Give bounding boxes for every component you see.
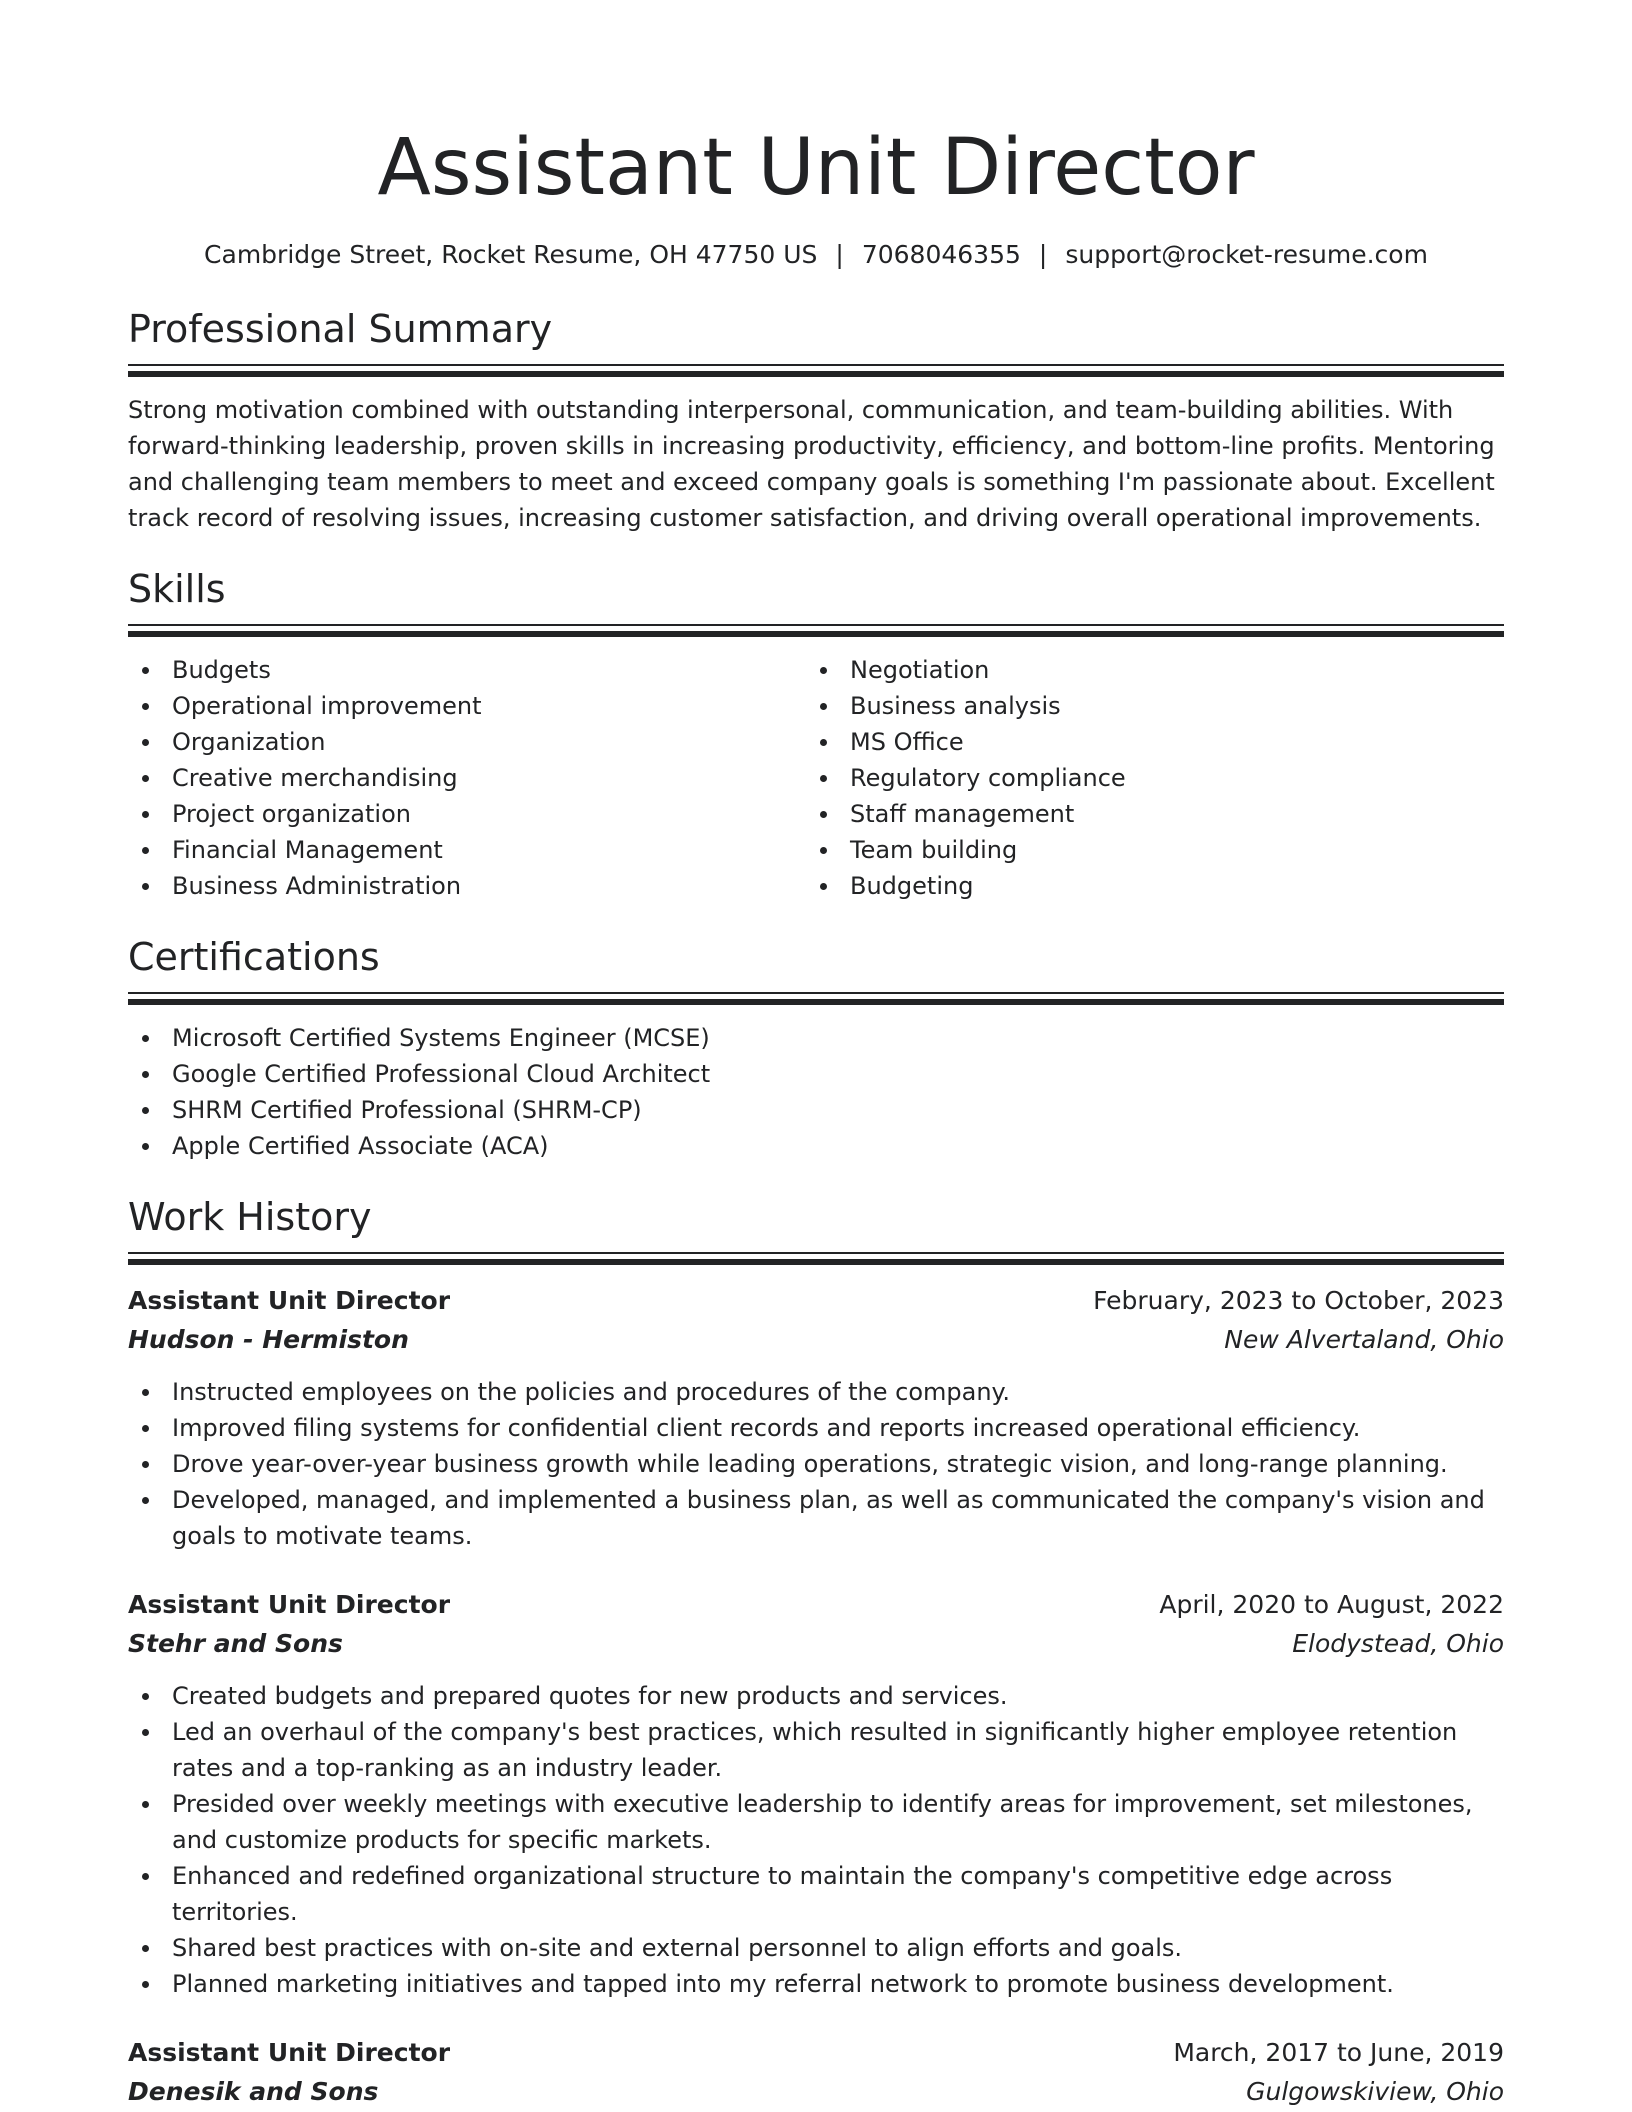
job-title: Assistant Unit Director (128, 1590, 451, 1619)
skill-item: Business Administration (128, 868, 806, 904)
contact-separator: | (835, 240, 844, 269)
job-bullets (128, 1374, 1504, 1554)
skill-item: Business analysis (806, 688, 1484, 724)
job-bullet: Developed, managed, and implemented a business plan, as well as communicated the company's vision and goals to motivate teams. (128, 1482, 1504, 1554)
skill-item: Negotiation (806, 652, 1484, 688)
section-heading-work-history: Work History (128, 1195, 372, 1239)
work-history-section (128, 1192, 1504, 2112)
section-heading-skills: Skills (128, 567, 226, 611)
skill-item: MS Office (806, 724, 1484, 760)
job-location: New Alvertaland, Ohio (1224, 1325, 1504, 1354)
job-bullet: Instructed employees on the policies and procedures of the company. (128, 1374, 1504, 1410)
job-dates: March, 2017 to June, 2019 (1173, 2038, 1504, 2067)
job-bullet: Improved filing systems for confidential client records and reports increased operational efficiency. (128, 1410, 1504, 1446)
skill-item: Organization (128, 724, 806, 760)
certifications-list (128, 1020, 1504, 1164)
certification-item: SHRM Certified Professional (SHRM-CP) (128, 1092, 1504, 1128)
section-divider (128, 992, 1504, 1004)
skills-grid (128, 652, 1504, 904)
section-divider (128, 1252, 1504, 1264)
job-entry (128, 1586, 1504, 2002)
job-company: Hudson - Hermiston (128, 1325, 409, 1354)
contact-address: Cambridge Street, Rocket Resume, OH 47750 US (204, 240, 818, 269)
skill-item: Project organization (128, 796, 806, 832)
skills-column-left (128, 652, 806, 904)
job-bullets (128, 1678, 1504, 2002)
skills-section (128, 564, 1504, 904)
job-title: Assistant Unit Director (128, 1286, 451, 1315)
skill-item: Financial Management (128, 832, 806, 868)
contact-email: support@rocket-resume.com (1065, 240, 1428, 269)
section-heading-summary: Professional Summary (128, 307, 553, 351)
contact-phone: 7068046355 (861, 240, 1021, 269)
resume-page (128, 118, 1504, 2112)
skills-column-right (806, 652, 1484, 904)
summary-text: Strong motivation combined with outstanding interpersonal, communication, and team-building abilities. With forward-thinking leadership, proven skills in increasing productivity, efficiency, and bottom-line profits. Mentoring and challenging team members to meet and exceed company goals is something I'm passionate about. Excellent track record of resolving issues, increasing customer satisfaction, and driving overall operational improvements. (128, 396, 1495, 532)
job-company: Denesik and Sons (128, 2077, 379, 2106)
job-entry (128, 2034, 1504, 2112)
skill-item: Operational improvement (128, 688, 806, 724)
skill-item: Budgeting (806, 868, 1484, 904)
job-bullet: Enhanced and redefined organizational structure to maintain the company's competitive edge across territories. (128, 1858, 1504, 1930)
job-bullet: Led an overhaul of the company's best practices, which resulted in significantly higher employee retention rates and a top-ranking as an industry leader. (128, 1714, 1504, 1786)
job-bullet: Created budgets and prepared quotes for new products and services. (128, 1678, 1504, 1714)
job-dates: April, 2020 to August, 2022 (1159, 1590, 1504, 1619)
contact-line (128, 238, 1504, 272)
job-entry (128, 1282, 1504, 1554)
certifications-section (128, 932, 1504, 1164)
job-location: Gulgowskiview, Ohio (1246, 2077, 1504, 2106)
contact-separator: | (1038, 240, 1048, 269)
job-location: Elodystead, Ohio (1292, 1629, 1504, 1658)
certification-item: Google Certified Professional Cloud Architect (128, 1056, 1504, 1092)
candidate-name: Assistant Unit Director (377, 123, 1255, 213)
section-divider (128, 624, 1504, 636)
job-bullet: Drove year-over-year business growth while leading operations, strategic vision, and long-range planning. (128, 1446, 1504, 1482)
skill-item: Staff management (806, 796, 1484, 832)
section-heading-certifications: Certifications (128, 935, 380, 979)
job-dates: February, 2023 to October, 2023 (1093, 1286, 1504, 1315)
skill-item: Creative merchandising (128, 760, 806, 796)
summary-section (128, 304, 1504, 536)
skill-item: Budgets (128, 652, 806, 688)
job-bullet: Presided over weekly meetings with executive leadership to identify areas for improvement, set milestones, and customize products for specific markets. (128, 1786, 1504, 1858)
section-divider (128, 364, 1504, 376)
job-company: Stehr and Sons (128, 1629, 343, 1658)
job-bullet: Shared best practices with on-site and external personnel to align efforts and goals. (128, 1930, 1504, 1966)
skill-item: Team building (806, 832, 1484, 868)
job-title: Assistant Unit Director (128, 2038, 451, 2067)
skill-item: Regulatory compliance (806, 760, 1484, 796)
certification-item: Microsoft Certified Systems Engineer (MCSE) (128, 1020, 1504, 1056)
job-bullet: Planned marketing initiatives and tapped into my referral network to promote business development. (128, 1966, 1504, 2002)
certification-item: Apple Certified Associate (ACA) (128, 1128, 1504, 1164)
